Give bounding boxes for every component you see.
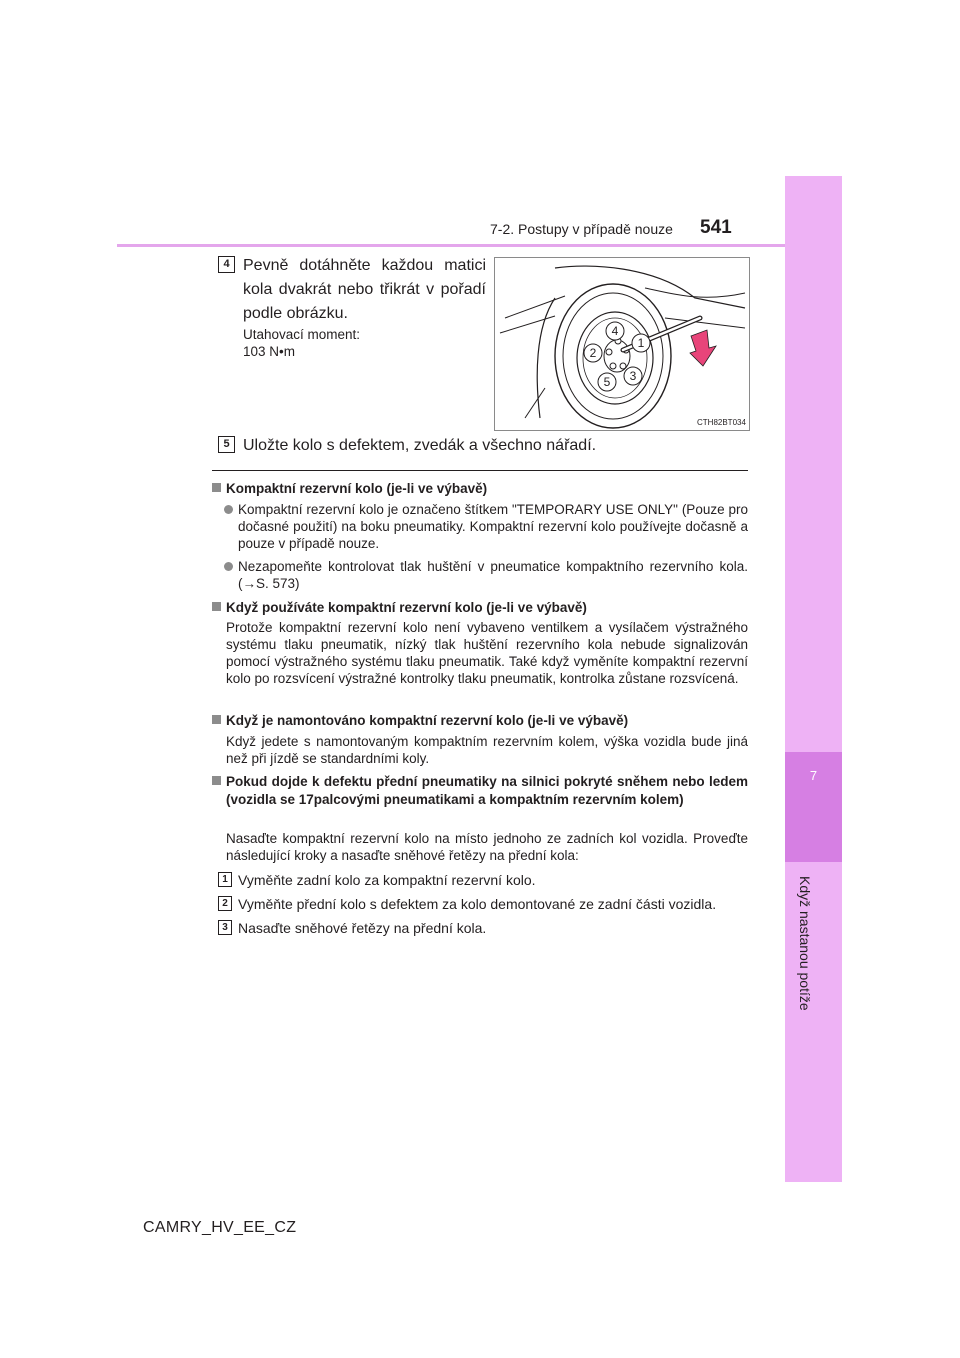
step-4-text: Pevně dotáhněte každou matici kola dvakrát nebo třikrát v pořadí podle obrázku. (243, 257, 486, 322)
substep-badge-2: 2 (218, 896, 232, 911)
substep-3-text: Nasaďte sněhové řetězy na přední kola. (238, 920, 487, 936)
note-heading-snow-ice-flat (212, 773, 748, 809)
nut-label-3: 3 (629, 369, 637, 383)
note-heading-using-compact-spare (212, 599, 748, 617)
nut-label-4: 4 (611, 324, 619, 338)
note-paragraph: Když jedete s namontovaným kompaktním rezervním kolem, výška vozidla bude jiná než při jízdě se standardními koly. (226, 734, 748, 766)
note-paragraph: Nasaďte kompaktní rezervní kolo na místo jednoho ze zadních kol vozidla. Proveďte následující kroky a nasaďte sněhové řetězy na přední kola: (226, 831, 748, 863)
chapter-number: 7 (809, 768, 818, 783)
note-heading-text: Kompaktní rezervní kolo (je-li ve výbavě) (226, 481, 488, 496)
square-bullet-icon (212, 715, 221, 724)
note-heading-mounted-compact-spare (212, 712, 748, 730)
note-heading-compact-spare (212, 480, 748, 498)
substep-2-text: Vyměňte přední kolo s defektem za kolo demontované ze zadní části vozidla. (238, 896, 717, 912)
page-number: 541 (700, 217, 732, 238)
substep-badge-1: 1 (218, 872, 232, 887)
note-heading-text: Když používáte kompaktní rezervní kolo (je-li ve výbavě) (226, 600, 587, 615)
bullet-text: Kompaktní rezervní kolo je označeno štítkem "TEMPORARY USE ONLY" (Pouze pro dočasné použití) na boku pneumatiky. Kompaktní rezervní kolo používejte dočasně a pouze v případě nouze. (238, 502, 748, 551)
note-paragraph: Protože kompaktní rezervní kolo není vybaveno ventilkem a vysílačem výstražného systému tlaku pneumatik, nízký tlak huštění rezervního kola nebude signalizován pomocí výstražného systému tlaku pneumatik. Také když vyměníte kompaktní rezervní kolo po rozsvícení výstražné kontrolky tlaku pneumatik, kontrolka zůstane rozsvícená. (226, 620, 748, 686)
section-title: 7-2. Postupy v případě nouze (490, 221, 673, 237)
square-bullet-icon (212, 483, 221, 492)
note-heading-text: Když je namontováno kompaktní rezervní kolo (je-li ve výbavě) (226, 713, 629, 728)
torque-value: 103 N•m (243, 344, 295, 359)
torque-label: Utahovací moment: (243, 327, 361, 342)
chapter-label: Když nastanou potíže (797, 876, 813, 1011)
wheel-nut-tightening-figure (494, 257, 750, 431)
substep-1-text: Vyměňte zadní kolo za kompaktní rezervní kolo. (238, 872, 536, 888)
note-heading-text: Pokud dojde k defektu přední pneumatiky na silnici pokryté sněhem nebo ledem (vozidla se 17palcovými pneumatikami a kompaktním rezervním kolem) (226, 774, 748, 807)
note-bullet (224, 501, 748, 552)
step-badge-4: 4 (218, 256, 235, 273)
nut-label-5: 5 (603, 375, 611, 389)
notes-divider (212, 470, 748, 471)
nut-label-1: 1 (637, 336, 645, 350)
square-bullet-icon (212, 776, 221, 785)
square-bullet-icon (212, 602, 221, 611)
round-bullet-icon (224, 562, 233, 571)
step-badge-5: 5 (218, 436, 235, 453)
figure-code: CTH82BT034 (697, 418, 746, 427)
chapter-side-tab (785, 176, 842, 1182)
header-rule (117, 244, 785, 247)
round-bullet-icon (224, 505, 233, 514)
nut-label-2: 2 (589, 346, 597, 360)
wheel-illustration (495, 258, 749, 430)
manual-code: CAMRY_HV_EE_CZ (143, 1219, 297, 1236)
bullet-text: Nezapomeňte kontrolovat tlak huštění v pneumatice kompaktního rezervního kola. (→S. 573) (238, 559, 748, 591)
note-bullet (224, 558, 748, 592)
substep-badge-3: 3 (218, 920, 232, 935)
step-5-text: Uložte kolo s defektem, zvedák a všechno nářadí. (243, 437, 597, 454)
